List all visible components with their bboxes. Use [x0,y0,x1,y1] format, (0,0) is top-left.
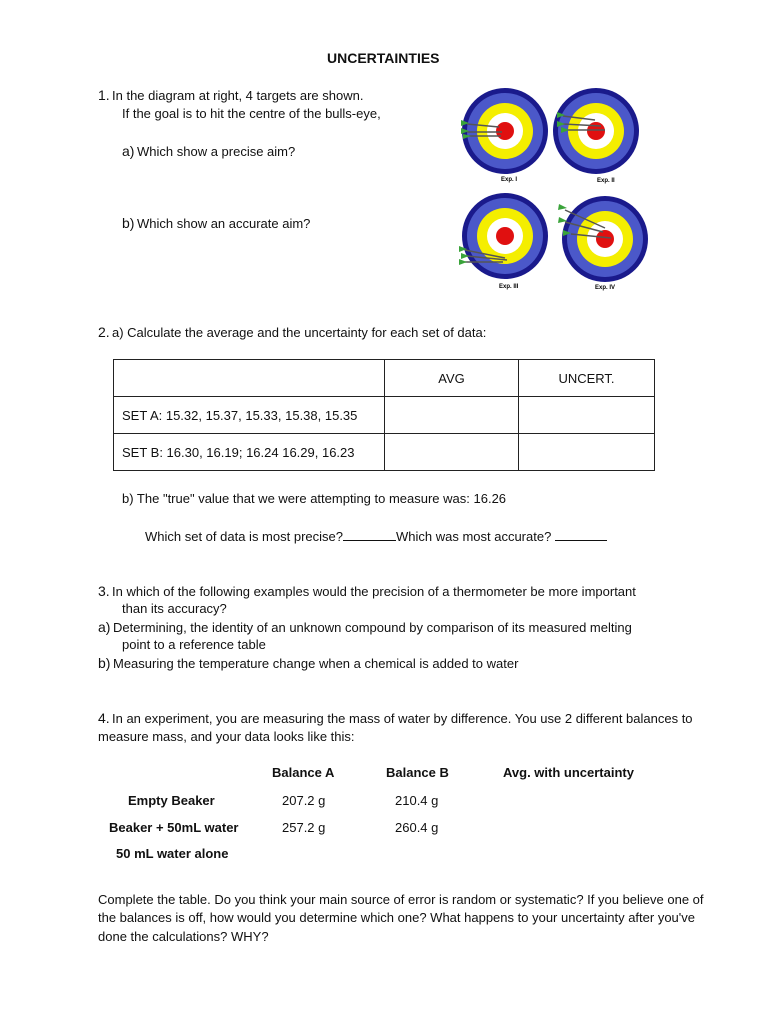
q3-number: 3. [98,583,110,599]
q2-number: 2. [98,324,110,340]
q3a-line2: point to a reference table [122,637,266,652]
target-label: Exp. II [597,178,615,184]
table-row [114,434,655,471]
table-cell [385,434,519,471]
table-cell [519,434,655,471]
q1a-label: a) [122,143,135,159]
q2-text: a) Calculate the average and the uncertainty for each set of data: [112,325,487,340]
closing-line2: the balances is off, how would you determine which one? What happens to your uncertainty after you've [98,910,695,925]
q1-number: 1. [98,87,110,103]
q3-line1: In which of the following examples would the precision of a thermometer be more important [112,584,636,599]
q3-line2: than its accuracy? [122,601,227,616]
closing-line1: Complete the table. Do you think your main source of error is random or systematic? If you believe one of [98,892,704,907]
q3a-label: a) [98,619,111,635]
q1-line1: In the diagram at right, 4 targets are shown. [112,88,364,103]
q1-line2: If the goal is to hit the centre of the bulls-eye, [122,106,381,121]
table-header-cell [114,360,385,397]
balance-b-header: Balance B [386,765,449,780]
table-cell [519,397,655,434]
q2-precise-question [145,528,607,544]
answer-blank [343,528,396,541]
target-exp-iv [558,196,648,282]
targets-diagram [455,86,655,296]
table-cell: SET B: 16.30, 16.19; 16.24 16.29, 16.23 [114,434,385,471]
balance-a-header: Balance A [272,765,335,780]
q4-line1: In an experiment, you are measuring the mass of water by difference. You use 2 different balances to [112,711,693,726]
target-label: Exp. I [501,177,518,183]
table-header-cell: UNCERT. [519,360,655,397]
row-label: 50 mL water alone [116,846,229,861]
balance-b-value: 260.4 g [395,820,439,835]
balance-b-value: 210.4 g [395,793,439,808]
q2-precise-text: Which set of data is most precise? [145,529,343,544]
q1b-text: Which show an accurate aim? [137,216,311,231]
q1b-label: b) [122,215,135,231]
q2-accurate-text: Which was most accurate? [395,529,552,544]
q3a-line1: Determining, the identity of an unknown compound by comparison of its measured melting [113,620,632,635]
table-cell [385,397,519,434]
table-header-row [114,360,655,397]
target-label: Exp. IV [595,285,616,291]
q4-number: 4. [98,710,110,726]
q2b-text: b) The "true" value that we were attempting to measure was: 16.26 [122,491,507,506]
page-title: UNCERTAINTIES [327,50,440,66]
balance-a-value: 257.2 g [282,820,326,835]
q3b-label: b) [98,655,111,671]
avg-uncertainty-header: Avg. with uncertainty [503,765,634,780]
target-label: Exp. III [499,284,519,290]
q3b-text: Measuring the temperature change when a chemical is added to water [113,656,519,671]
table-row [114,397,655,434]
data-table [113,359,655,471]
row-label: Empty Beaker [128,793,215,808]
q1a-text: Which show a precise aim? [137,144,296,159]
target-exp-iii [459,193,548,279]
q4-line2: measure mass, and your data looks like this: [98,729,355,744]
target-exp-i [461,88,548,174]
table-cell: SET A: 15.32, 15.37, 15.33, 15.38, 15.35 [114,397,385,434]
row-label: Beaker + 50mL water [109,820,239,835]
answer-blank [555,528,607,541]
target-exp-ii [553,88,639,174]
closing-line3: done the calculations? WHY? [98,929,269,944]
table-header-cell: AVG [385,360,519,397]
balance-a-value: 207.2 g [282,793,326,808]
